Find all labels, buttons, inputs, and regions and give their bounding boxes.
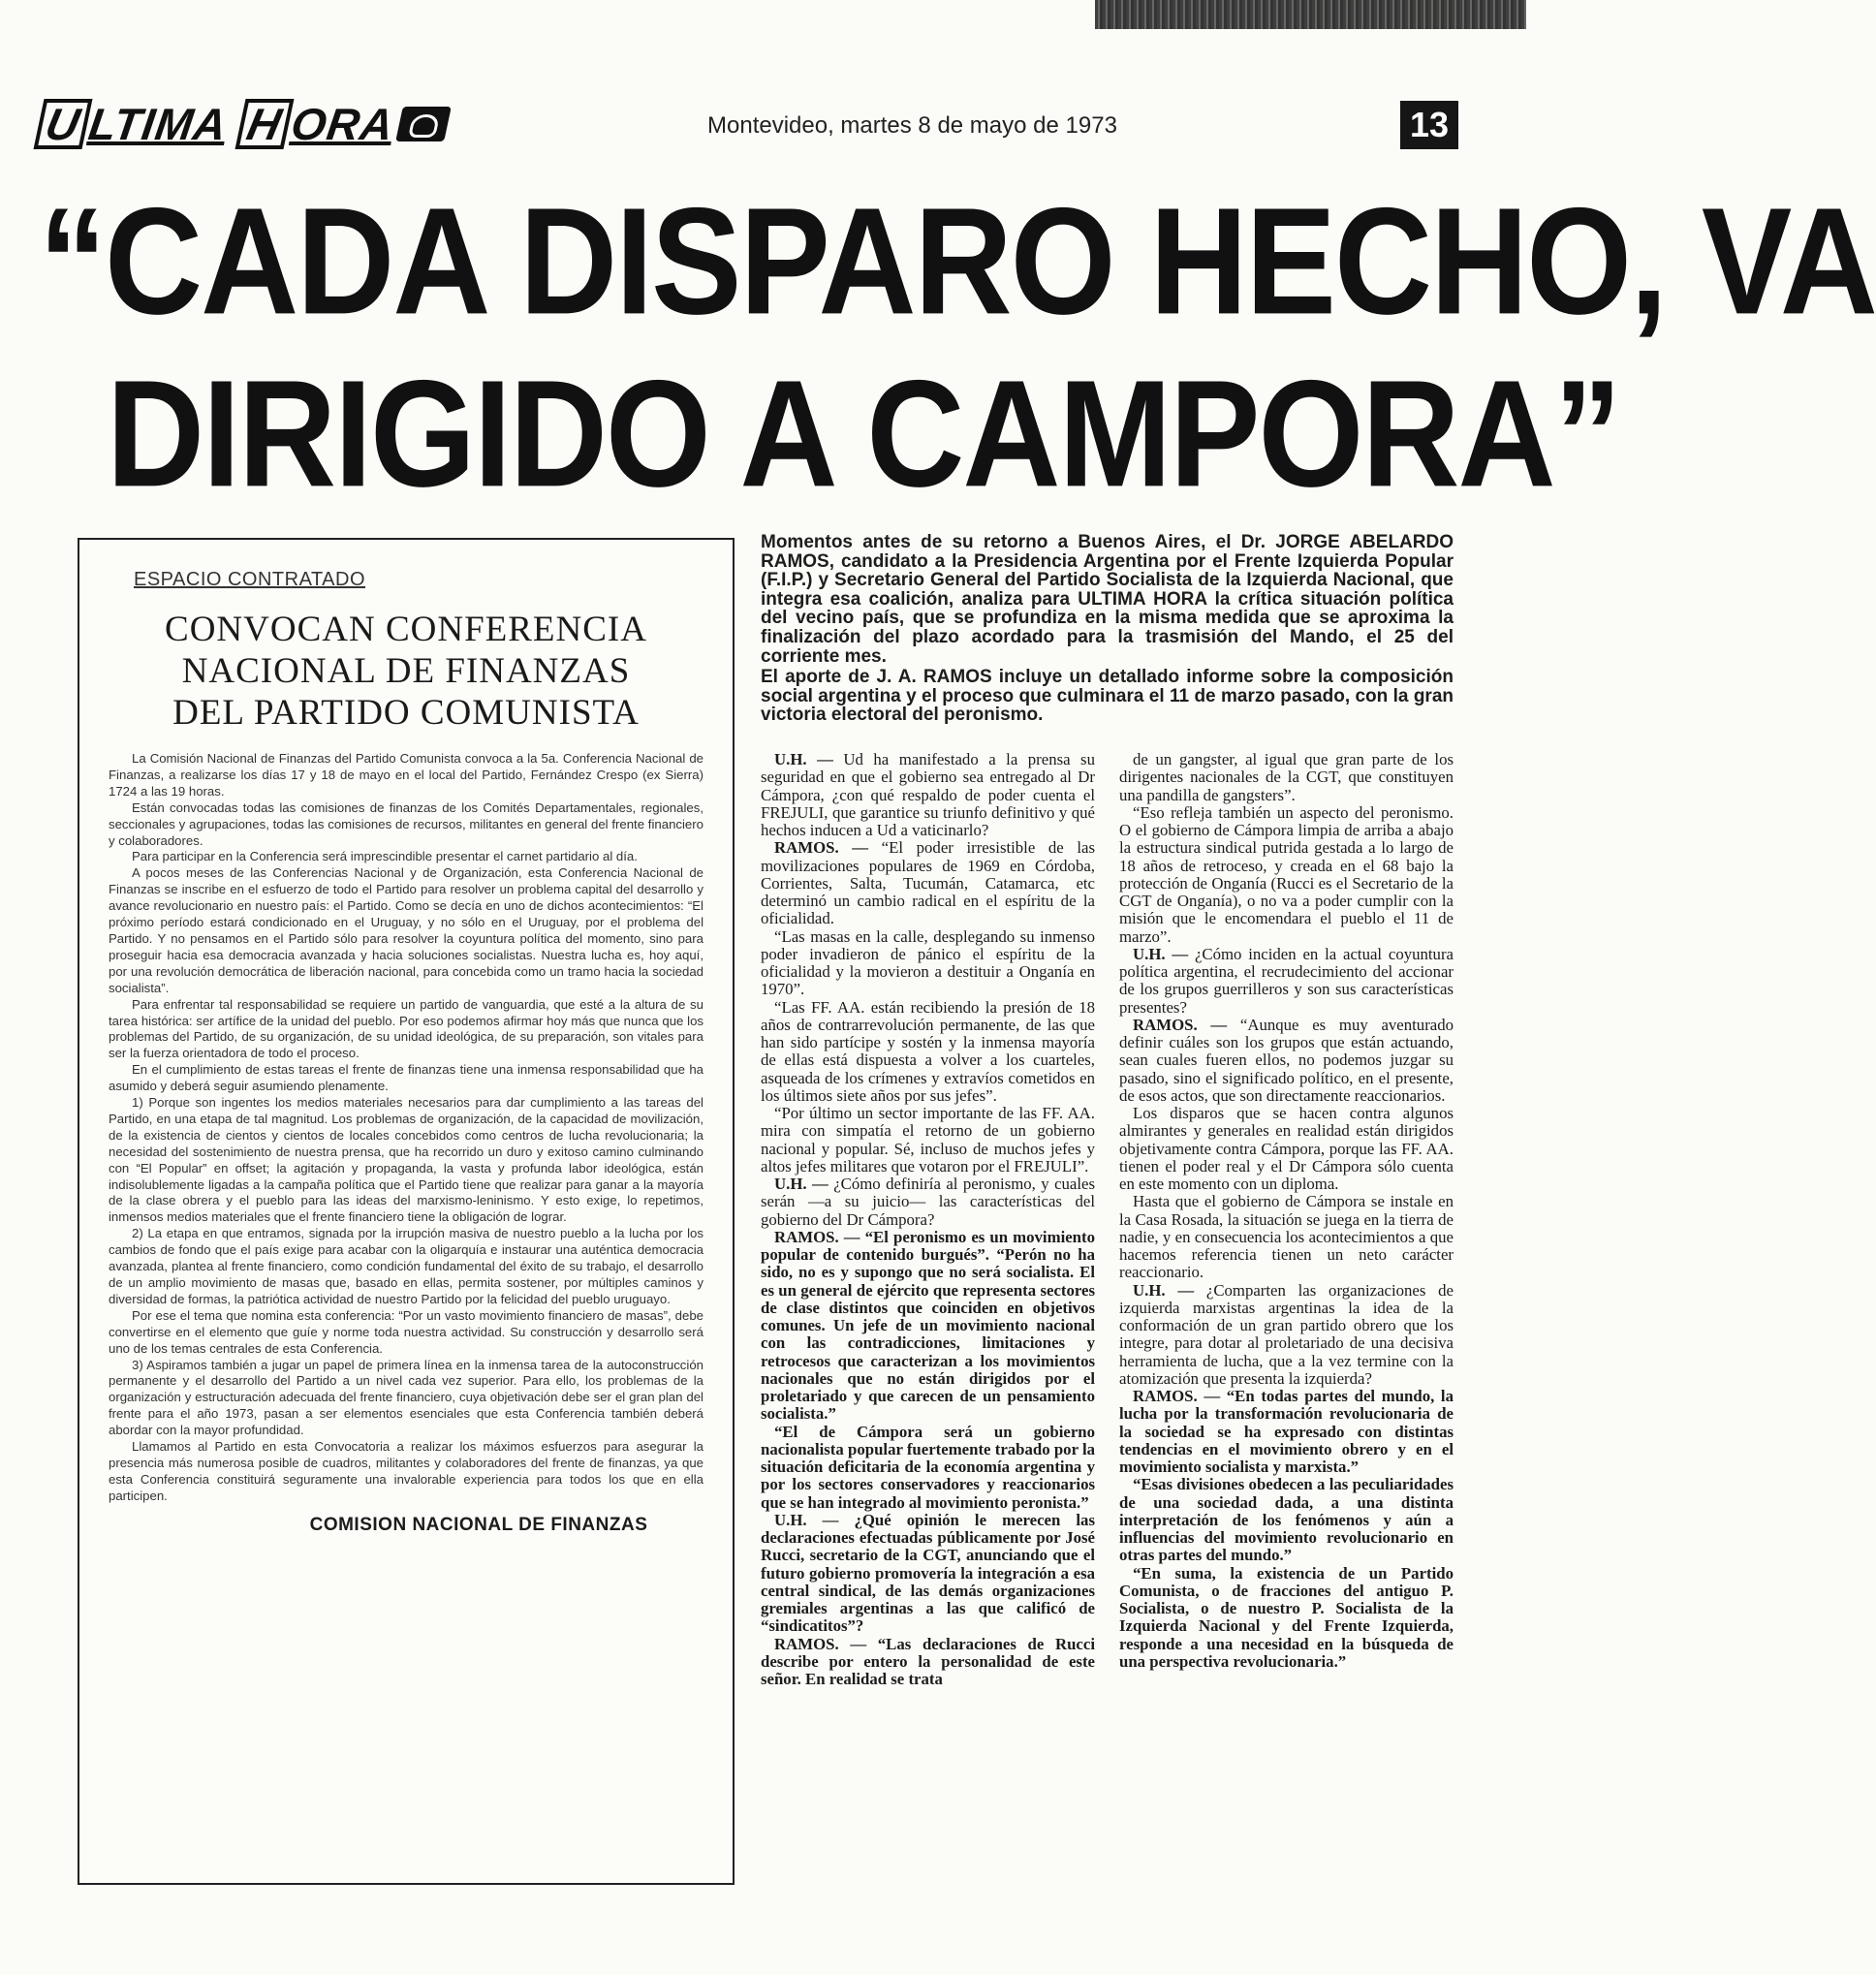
article-paragraph xyxy=(761,1176,1095,1229)
interview-text: “El de Cámpora será un gobierno nacionalista popular fuertemente trabado por la situación deficitaria de la economía argentina y por los sectores conservadores y reaccionarios que se han integrado al movimiento peronista.” xyxy=(761,1422,1095,1512)
interview-text: ¿Cómo inciden en la actual coyuntura política argentina, el recrudecimiento del accionar de los grupos guerrilleros y son sus características presentes? xyxy=(1119,944,1454,1017)
ad-paragraph: 3) Aspiramos también a jugar un papel de primera línea en la inmensa tarea de la autoconstrucción permanente y el desarrollo del Partido a un nivel cada vez superior. Para ello, los problemas de la organización y estructuración adecuada del frente financiero, cuya objetivación debe ser el gran plan del frente para el año 1973, pasan a ser elementos esenciales que esta Conferencia también deberá abordar con la mayor profundidad. xyxy=(109,1357,704,1438)
article-paragraph xyxy=(761,1512,1095,1636)
interview-speaker: U.H. — xyxy=(774,1175,829,1193)
article-paragraph xyxy=(1119,1388,1454,1476)
article-paragraph xyxy=(1119,804,1454,946)
interview-text: “Esas divisiones obedecen a las peculiaridades de una sociedad dada, a una distinta interpretación de los fenómenos y aún a influencias del movimiento revolucionario en otras partes del mundo.” xyxy=(1119,1475,1454,1565)
interview-text: “Las FF. AA. están recibiendo la presión de 18 años de contrarrevolución permanente, de las que han sido partícipe y sostén y la inmensa mayoría de ellas está dispuesta a volver a los cuarteles, asqueada de los crímenes y extravíos cometidos en los últimos siete años por sus jefes”. xyxy=(761,997,1095,1105)
article-paragraph xyxy=(1119,1017,1454,1105)
interview-text: “Por último un sector importante de las FF. AA. mira con simpatía el retorno de un gobierno nacional y popular. Sé, incluso de muchos jefes y altos jefes militares que votaron por el FREJULI”. xyxy=(761,1104,1095,1176)
ad-paragraph: La Comisión Nacional de Finanzas del Partido Comunista convoca a la 5a. Conferencia Nacional de Finanzas, a realizarse los días 17 y 18 de mayo en el local del Partido, Fernández Crespo (ex Sierra) 1724 a las 19 horas. xyxy=(109,751,704,799)
interview-speaker: U.H. — xyxy=(1133,944,1189,963)
article-paragraph xyxy=(1119,1565,1454,1672)
article-paragraph xyxy=(761,839,1095,927)
article-paragraph xyxy=(1119,1105,1454,1193)
paid-announcement-box xyxy=(78,538,735,1885)
ad-body xyxy=(109,751,704,1505)
interview-text: de un gangster, al igual que gran parte de los dirigentes nacionales de la CGT, que constituyen una pandilla de gangsters”. xyxy=(1119,750,1454,804)
ad-title-line-2: NACIONAL DE FINANZAS xyxy=(181,651,631,691)
scan-edge-strip xyxy=(1095,0,1526,29)
headline-line-2: DIRIGIDO A CAMPORA” xyxy=(107,348,1620,518)
interview-text: “Aunque es muy aventurado definir cuáles son los grupos que están actuando, sean cuales fueren ellos, no podemos juzgar su pasado, sino el significado político, en el presente, de esos actos, que son directamente reaccionarios. xyxy=(1119,1015,1454,1105)
interview-text: “En suma, la existencia de un Partido Comunista, o de fracciones del antiguo P. Socialista, o de nuestro P. Socialista de la Izquierda Nacional y del Frente Izquierda, responde a una necesidad en la búsqueda de una perspectiva revolucionaria.” xyxy=(1119,1563,1454,1671)
article-paragraph xyxy=(1119,1282,1454,1389)
interview-speaker: RAMOS. — xyxy=(774,1634,867,1653)
dateline: Montevideo, martes 8 de mayo de 1973 xyxy=(707,112,1117,139)
interview-text: ¿Comparten las organizaciones de izquierda marxistas argentinas la idea de la conformación de un gran partido obrero que los integre, para dotar al proletariado de una decisiva herramienta de lucha, que a la vez termine con la atomización que presenta la izquierda? xyxy=(1119,1280,1454,1388)
article-column-1 xyxy=(761,751,1095,1943)
article-paragraph xyxy=(761,928,1095,999)
article-column-2 xyxy=(1119,751,1454,1943)
ad-title-line-1: CONVOCAN CONFERENCIA xyxy=(165,610,647,649)
article-paragraph xyxy=(761,1636,1095,1689)
masthead xyxy=(39,97,1458,155)
interview-text: Los disparos que se hacen contra algunos almirantes y generales en realidad están dirigidos objetivamente contra Cámpora, porque las FF. AA. tienen el poder real y el Dr Cámpora sólo cuenta en este momento con un diploma. xyxy=(1119,1104,1454,1193)
interview-text: “Las masas en la calle, desplegando su inmenso poder invadieron de pánico el espíritu de la oficialidad y la movieron a destituir a Onganía en 1970”. xyxy=(761,926,1095,999)
ad-paragraph: 2) La etapa en que entramos, signada por la irrupción masiva de nuestro pueblo a la lucha por los cambios de fondo que el país exige para acabar con la oligarquía e instaurar una auténtica democracia avanzada, plantea al frente financiero, como condición fundamental del éxito de su trabajo, el desarrollo de un amplio movimiento de masas que, basado en ellas, permita sostener, por múltiples caminos y diversidad de formas, la patriótica actividad de nuestro Partido por la felicidad del pueblo uruguayo. xyxy=(109,1226,704,1306)
ad-paragraph: Están convocadas todas las comisiones de finanzas de los Comités Departamentales, regionales, seccionales y agrupaciones, todas las comisiones de recursos, militantes en general del frente financiero y colaboradores. xyxy=(109,799,704,848)
article-paragraph xyxy=(1119,946,1454,1017)
interview-text: Ud ha manifestado a la prensa su seguridad en que el gobierno sea entregado al Dr Cámpora, ¿con qué respaldo de poder cuenta el FREJULI, que garantice su triunfo definitivo y qué hechos inducen a Ud a vaticinarlo? xyxy=(761,750,1095,839)
article-paragraph xyxy=(1119,751,1454,804)
ad-paragraph: Por ese el tema que nomina esta conferencia: “Por un vasto movimiento financiero de masas”, debe convertirse en el elemento que guíe y norme toda nuestra actividad. Su construcción y desarrollo será uno de los temas centrales de esta Conferencia. xyxy=(109,1307,704,1356)
ad-paragraph: A pocos meses de las Conferencias Nacional y de Organización, esta Conferencia Nacional de Finanzas se inscribe en el esfuerzo de todo el Partido para resolver un problema capital del desarrollo y avance revolucionario en nuestro país: el Partido. Como se decía en uno de dichos acontecimientos: “El próximo período estará condicionado en el Uruguay, y no sólo en el Uruguay, por el problema del Partido. Y no pensamos en el Partido sólo para resolver la coyuntura política del momento, sino para proseguir hacia esa democracia avanzada y hacia soluciones socialistas. Nuestra lucha es, hoy aquí, por una revolución democrática de liberación nacional, para concebida como un tramo hacia la sociedad socialista”. xyxy=(109,865,704,995)
ad-label: ESPACIO CONTRATADO xyxy=(134,569,366,590)
article-columns xyxy=(761,751,1454,1943)
intro-paragraph-1: Momentos antes de su retorno a Buenos Aires, el Dr. JORGE ABELARDO RAMOS, candidato a la Presidencia Argentina por el Frente Izquierda Popular (F.I.P.) y Secretario General del Partido Socialista de la Izquierda Nacional, que integra esa coalición, analiza para ULTIMA HORA la crítica situación política del vecino país, que se profundiza en la misma medida que se aproxima la finalización del plazo acordado para la trasmisión del Mando, el 25 del corriente mes. xyxy=(761,532,1454,667)
logo-initial-u: U xyxy=(33,99,92,149)
interview-text: “El peronismo es un movimiento popular de contenido burgués”. “Perón no ha sido, no es y supongo que no será socialista. El es un general de ejército que representa sectores de clase distintos que coinciden en objetivos comunes. Un jefe de un movimiento nacional con las contradicciones, limitaciones y retrocesos que caracterizan a los movimientos nacionales que no están dirigidos por el proletariado y que carecen de un pensamiento socialista.” xyxy=(761,1227,1095,1424)
interview-text: “En todas partes del mundo, la lucha por la transformación revolucionaria de la sociedad se ha expresado con distintas tendencias en el movimiento obrero y en el movimiento socialista y marxista.” xyxy=(1119,1387,1454,1476)
article-paragraph xyxy=(761,1105,1095,1176)
logo-initial-h: H xyxy=(235,99,295,149)
interview-speaker: RAMOS. — xyxy=(774,838,869,858)
interview-speaker: U.H. — xyxy=(774,1510,839,1529)
article-paragraph xyxy=(1119,1193,1454,1281)
interview-text: ¿Cómo definiría al peronismo, y cuales serán —a su juicio— las características del gobierno del Dr Cámpora? xyxy=(761,1175,1096,1229)
headline-line-1: “CADA DISPARO HECHO, VA xyxy=(39,175,1876,346)
article-paragraph xyxy=(761,751,1095,839)
newspaper-logo xyxy=(39,97,448,151)
logo-word-ultima: LTIMA xyxy=(85,99,231,149)
article-paragraph xyxy=(1119,1476,1454,1564)
interview-speaker: RAMOS. — xyxy=(1133,1015,1228,1034)
ad-title xyxy=(109,609,704,734)
interview-speaker: U.H. — xyxy=(774,750,833,768)
article-intro xyxy=(761,533,1454,725)
ad-paragraph: Llamamos al Partido en esta Convocatoria a realizar los máximos esfuerzos para asegurar la presencia más numerosa posible de cuadros, militantes y colaboradores del frente de finanzas, ya que esta Conferencia constituirá seguramente una invalorable experiencia para todos los que en ella participen. xyxy=(109,1439,704,1503)
article-paragraph xyxy=(761,1424,1095,1512)
interview-speaker: RAMOS. — xyxy=(1133,1387,1221,1405)
page-number-badge: 13 xyxy=(1400,101,1458,149)
ad-paragraph: En el cumplimiento de estas tareas el frente de finanzas tiene una inmensa responsabilidad que ha asumido y deberá seguir asumiendo plenamente. xyxy=(109,1062,704,1094)
ad-title-line-3: DEL PARTIDO COMUNISTA xyxy=(172,693,640,733)
interview-text: “Eso refleja también un aspecto del peronismo. O el gobierno de Cámpora limpia de arriba a abajo la estructura sindical putrida gestada a lo largo de 18 años de retroceso, y creada en el 68 bajo la protección de Onganía (Rucci es el Secretario de la CGT de Onganía), o no va a poder cumplir con la misión que le encomendara el pueblo el 11 de marzo”. xyxy=(1119,802,1454,946)
ad-paragraph: 1) Porque son ingentes los medios materiales necesarios para dar cumplimiento a las tareas del Partido, en una etapa de tal magnitud. Los problemas de organización, de la capacidad de movilización, de la existencia de cientos y cientos de locales concebidos como centros de lucha revolucionaria; la necesidad del sostenimiento de nuestra prensa, que ha recorrido un duro y exitoso camino culminando con “El Popular” en offset; la agitación y propaganda, la vasta y profunda labor ideológica, están indisolublemente ligadas a la campaña política que el Partido tiene que realizar para ganar a la mayoría de la clase obrera y el pueblo para las ideas del marxismo-leninismo. Y esto exige, lo repetimos, inmensos medios materiales que el frente financiero tiene la obligación de lograr. xyxy=(109,1095,704,1225)
interview-text: “Las declaraciones de Rucci describe por entero la personalidad de este señor. En realidad se trata xyxy=(761,1634,1095,1688)
interview-speaker: RAMOS. — xyxy=(774,1227,860,1246)
interview-speaker: U.H. — xyxy=(1133,1280,1195,1300)
article-paragraph xyxy=(761,999,1095,1106)
interview-text: “El poder irresistible de las movilizaciones populares de 1969 en Córdoba, Corrientes, Salta, Tucumán, Catamarca, etc determinó un cambio radical en el espíritu de la oficialidad. xyxy=(761,838,1095,928)
article-paragraph xyxy=(761,1229,1095,1424)
interview-text: ¿Qué opinión le merecen las declaraciones efectuadas públicamente por José Rucci, secretario de la CGT, anunciando que el futuro gobierno promovería la integración a esa central sindical, de las demás organizaciones gremiales argentinas a las que calificó de “sindicatitos”? xyxy=(761,1510,1095,1636)
ad-signature: COMISION NACIONAL DE FINANZAS xyxy=(309,1514,648,1535)
intro-paragraph-2: El aporte de J. A. RAMOS incluye un detallado informe sobre la composición social argentina y el proceso que culminara el 11 de marzo pasado, con la gran victoria electoral del peronismo. xyxy=(761,667,1454,726)
logo-word-hora: ORA xyxy=(287,99,397,149)
ad-paragraph: Para enfrentar tal responsabilidad se requiere un partido de vanguardia, que esté a la altura de su tarea histórica: ser artífice de la unidad del pueblo. Por eso podemos afirmar hoy más que nunca que los problemas del Partido, de su organización, de su unidad ideológica, de su preparación, son vitales para ser la fuerza orientadora de todo el proceso. xyxy=(109,996,704,1061)
main-headline xyxy=(39,174,1876,518)
interview-text: Hasta que el gobierno de Cámpora se instale en la Casa Rosada, la situación se juega en la tierra de nadie, y en consecuencia los acontecimientos a que hacemos referencia tienen un neto carácter reaccionario. xyxy=(1119,1192,1454,1282)
logo-emblem-icon xyxy=(395,107,452,141)
ad-paragraph: Para participar en la Conferencia será imprescindible presentar el carnet partidario al día. xyxy=(132,849,638,864)
